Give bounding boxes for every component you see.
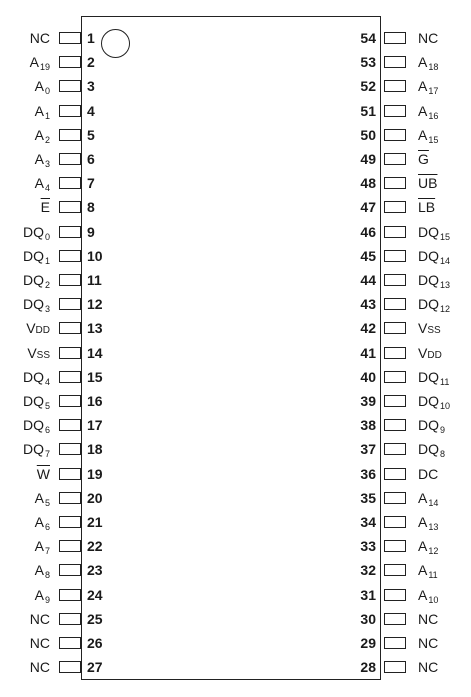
- pin-number: 5: [87, 126, 95, 143]
- pin-number: 37: [360, 441, 376, 458]
- pin-signal-name: $\overline{E}$: [40, 199, 50, 216]
- pin-signal-name: NC: [418, 635, 439, 651]
- pin-number: 48: [360, 175, 376, 192]
- pin-signal-name: NC: [418, 659, 439, 676]
- pin-signal-name: $A_6$: [34, 514, 50, 532]
- pin-signal-name: $DQ_8$: [418, 441, 446, 460]
- pin-row: [0, 124, 471, 146]
- pin-signal-name: $DQ_{13}$: [418, 272, 451, 290]
- pin-row: [0, 221, 471, 243]
- pin-row: [0, 414, 471, 436]
- pin-signal-name: VSS: [27, 344, 50, 361]
- pin-number: 41: [360, 344, 376, 361]
- pin-signal-name: DC: [418, 465, 439, 482]
- pin-number: 22: [87, 538, 103, 555]
- pin-number: 19: [87, 465, 103, 482]
- pin-lead: [384, 661, 406, 673]
- pin-signal-name: $DQ_{15}$: [418, 223, 451, 242]
- pin-lead: [384, 129, 406, 141]
- pin-signal-name: $A_{16}$: [418, 102, 439, 121]
- pin-number: 25: [87, 610, 103, 627]
- pin-number: 35: [360, 489, 376, 506]
- pin-number: 26: [87, 635, 103, 651]
- pin-lead: [384, 153, 406, 165]
- pin-signal-name: $A_{11}$: [418, 562, 438, 581]
- pin-row: [0, 27, 471, 49]
- pin-signal-name: $DQ_{11}$: [418, 368, 450, 387]
- pin-row: [0, 535, 471, 557]
- pin-number: 1: [87, 30, 95, 46]
- pin-row: [0, 608, 471, 630]
- pin-lead: [384, 201, 406, 213]
- pin-row: [0, 463, 471, 485]
- pin-signal-name: VSS: [418, 320, 441, 337]
- pin-number: 33: [360, 538, 376, 555]
- pin-signal-name: NC: [29, 30, 50, 46]
- pin-signal-name: $A_5$: [34, 489, 50, 508]
- pin-number: 10: [87, 247, 103, 264]
- pin-row: [0, 269, 471, 291]
- pin-signal-name: $DQ_3$: [22, 296, 50, 315]
- pin-number: 34: [360, 514, 376, 530]
- pin-number: 14: [87, 344, 103, 361]
- pin-signal-name: VDD: [418, 344, 442, 361]
- pin-lead: [384, 443, 406, 455]
- pin-number: 11: [87, 272, 102, 288]
- pin-row: [0, 487, 471, 509]
- pin-number: 21: [87, 514, 103, 530]
- pin-row: [0, 584, 471, 606]
- pin-number: 12: [87, 296, 103, 313]
- pin-number: 32: [360, 562, 376, 579]
- pin-number: 16: [87, 393, 103, 409]
- pin-number: 17: [87, 417, 103, 434]
- pin-lead: [384, 274, 406, 286]
- pin-signal-name: $A_9$: [34, 586, 50, 605]
- pin-signal-name: $DQ_6$: [22, 417, 50, 436]
- pin-signal-name: $\overline{G}$: [418, 151, 429, 167]
- pin-row: [0, 148, 471, 170]
- pin-signal-name: $DQ_5$: [22, 393, 50, 411]
- pin-lead: [384, 177, 406, 189]
- pin-lead: [384, 468, 406, 480]
- pin-signal-name: $A_{13}$: [418, 514, 439, 532]
- pin-row: [0, 75, 471, 97]
- pin-signal-name: $A_{18}$: [418, 54, 439, 73]
- pin-number: 40: [360, 368, 376, 385]
- pin-signal-name: NC: [29, 635, 50, 651]
- pin-signal-name: $A_{14}$: [418, 489, 439, 508]
- pin-lead: [384, 347, 406, 359]
- pin-lead: [384, 80, 406, 92]
- pin-signal-name: $A_{15}$: [418, 126, 439, 145]
- pin-row: [0, 51, 471, 73]
- pin-number: 47: [360, 199, 376, 216]
- pin-lead: [384, 589, 406, 601]
- pin-number: 28: [360, 659, 376, 676]
- pin-number: 52: [360, 78, 376, 95]
- pin-number: 9: [87, 223, 95, 240]
- pin-number: 4: [87, 102, 95, 119]
- pin-row: [0, 196, 471, 218]
- pin-row: [0, 559, 471, 581]
- pin-number: 18: [87, 441, 103, 458]
- pin-number: 30: [360, 610, 376, 627]
- pin-lead: [384, 492, 406, 504]
- pin-lead: [384, 322, 406, 334]
- pin-number: 3: [87, 78, 95, 95]
- pin-number: 8: [87, 199, 95, 216]
- pin-lead: [384, 419, 406, 431]
- pin-signal-name: $A_8$: [34, 562, 50, 581]
- pin-lead: [384, 250, 406, 262]
- pin-signal-name: NC: [418, 30, 439, 46]
- pin-signal-name: $A_{12}$: [418, 538, 439, 557]
- pin-signal-name: $A_{17}$: [418, 78, 439, 97]
- pin-lead: [384, 371, 406, 383]
- pin-number: 6: [87, 151, 95, 167]
- pin-row: [0, 317, 471, 339]
- pin-signal-name: $A_0$: [34, 78, 50, 97]
- pin-lead: [384, 516, 406, 528]
- pin-row: [0, 390, 471, 412]
- pin-row: [0, 438, 471, 460]
- pin-lead: [384, 32, 406, 44]
- pin-row: [0, 100, 471, 122]
- pin-row: [0, 632, 471, 654]
- pin-number: 24: [87, 586, 103, 603]
- pin-number: 20: [87, 489, 103, 506]
- pin-signal-name: NC: [29, 610, 50, 627]
- pin-signal-name: $\overline{UB}$: [418, 175, 438, 192]
- pin-signal-name: $A_{10}$: [418, 586, 439, 605]
- pin-number: 23: [87, 562, 103, 579]
- pin-signal-name: $DQ_{12}$: [418, 296, 451, 315]
- pin-lead: [384, 540, 406, 552]
- pin-number: 13: [87, 320, 103, 337]
- pin-number: 2: [87, 54, 95, 71]
- pin-lead: [384, 613, 406, 625]
- pin-number: 45: [360, 247, 376, 264]
- pin-row: [0, 172, 471, 194]
- pin-lead: [384, 395, 406, 407]
- pin-row: [0, 245, 471, 267]
- pin-signal-name: $DQ_1$: [22, 247, 50, 266]
- pin-number: 46: [360, 223, 376, 240]
- pin-signal-name: $DQ_{10}$: [418, 393, 451, 411]
- pin-number: 31: [360, 586, 376, 603]
- pin-number: 44: [360, 272, 376, 288]
- pin-signal-name: $DQ_9$: [418, 417, 446, 436]
- pin-row: [0, 342, 471, 364]
- pin-signal-name: $A_{19}$: [29, 54, 50, 73]
- pin-signal-name: NC: [29, 659, 50, 676]
- pin-number: 51: [360, 102, 376, 119]
- pin-lead: [384, 226, 406, 238]
- pin-signal-name: $DQ_2$: [22, 272, 50, 290]
- pin-row: [0, 656, 471, 678]
- pin-number: 39: [360, 393, 376, 409]
- pin-lead: [384, 56, 406, 68]
- pin-lead: [384, 564, 406, 576]
- pin-number: 54: [360, 30, 376, 46]
- pin-number: 36: [360, 465, 376, 482]
- pin-signal-name: $A_4$: [34, 175, 50, 194]
- pin-number: 43: [360, 296, 376, 313]
- pin-row: [0, 511, 471, 533]
- pin-signal-name: $\overline{W}$: [36, 465, 50, 482]
- pin-signal-name: VDD: [26, 320, 50, 337]
- pin-signal-name: $A_1$: [34, 102, 50, 121]
- pin-signal-name: $\overline{LB}$: [418, 199, 436, 216]
- pin-number: 49: [360, 151, 376, 167]
- pin-signal-name: $DQ_4$: [22, 368, 50, 387]
- pin-signal-name: $DQ_{14}$: [418, 247, 451, 266]
- pin-number: 29: [360, 635, 376, 651]
- pin-lead: [384, 105, 406, 117]
- pin-row: [0, 293, 471, 315]
- pin-signal-name: $A_2$: [34, 126, 50, 145]
- pin-signal-name: $DQ_0$: [22, 223, 50, 242]
- pin-number: 27: [87, 659, 103, 676]
- pin-number: 42: [360, 320, 376, 337]
- pin-number: 15: [87, 368, 103, 385]
- pin-number: 50: [360, 126, 376, 143]
- pin-signal-name: NC: [418, 610, 439, 627]
- pin-number: 7: [87, 175, 95, 192]
- pin-signal-name: $A_3$: [34, 151, 50, 169]
- pin-row: [0, 366, 471, 388]
- pin-number: 38: [360, 417, 376, 434]
- pin-signal-name: $A_7$: [34, 538, 50, 557]
- pin-lead: [384, 298, 406, 310]
- pin-number: 53: [360, 54, 376, 71]
- pin-signal-name: $DQ_7$: [22, 441, 50, 460]
- pin-lead: [384, 637, 406, 649]
